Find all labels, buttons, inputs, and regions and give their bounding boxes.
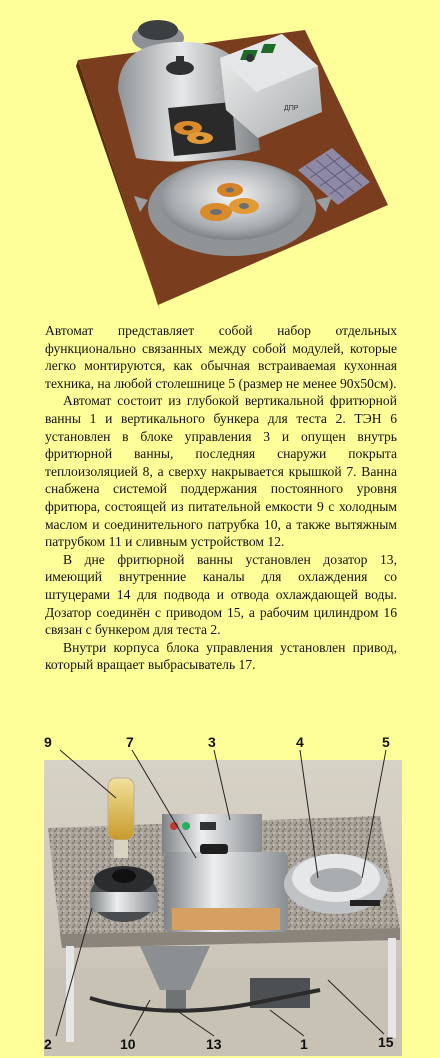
oil-tank <box>108 778 134 840</box>
callout-15: 15 <box>378 1034 394 1050</box>
callout-2: 2 <box>44 1036 52 1052</box>
article-paragraph-2: Автомат состоит из глубокой вертикальной фритюрной ванны 1 и вертикального бункера для теста 2. ТЭН 6 установлен в блоке управления 3 и опущен внутрь фритюрной ванны, последняя снаружи покрыта теплоизоляцией 8, а сверху накрывается крышкой 7. Ванна снабжена системой поддержания постоянного уровня фритюра, состоящей из питательной емкости 9 с холодным маслом и соединительного патрубка 10, а также вытяжным патрубком 11 и сливным устройством 12. <box>45 393 397 550</box>
callout-5: 5 <box>382 734 390 750</box>
machine-photo <box>0 728 440 1058</box>
article-paragraph-3: В дне фритюрной ванны установлен дозатор 13, имеющий внутренние каналы для охлаждения со штуцерами 14 для подвода и отвода охлаждающей воды. Дозатор соединён с приводом 15, а рабочим цилиндром 16 связан с бункером для теста 2. <box>45 551 397 638</box>
callout-9: 9 <box>44 734 52 750</box>
callout-1: 1 <box>300 1036 308 1052</box>
article-paragraph-4: Внутри корпуса блока управления установлен привод, который вращает выбрасыватель 17. <box>45 639 397 673</box>
callout-4: 4 <box>296 734 304 750</box>
callout-7: 7 <box>126 734 134 750</box>
callout-10: 10 <box>120 1036 136 1052</box>
callout-13: 13 <box>206 1036 222 1052</box>
machine-photo-figure <box>0 728 440 1058</box>
article-paragraph-1: Автомат представляет собой набор отдельных функционально связанных между собой модулей, которые легко монтируются, как обычная встраиваемая кухонная техника, на любой столешнице 5 (размер не менее 90х50см). <box>45 323 397 391</box>
control-panel-label: ДПР <box>284 105 299 112</box>
callout-3: 3 <box>208 734 216 750</box>
machine-render-illustration <box>70 0 390 310</box>
article-text <box>45 322 397 674</box>
